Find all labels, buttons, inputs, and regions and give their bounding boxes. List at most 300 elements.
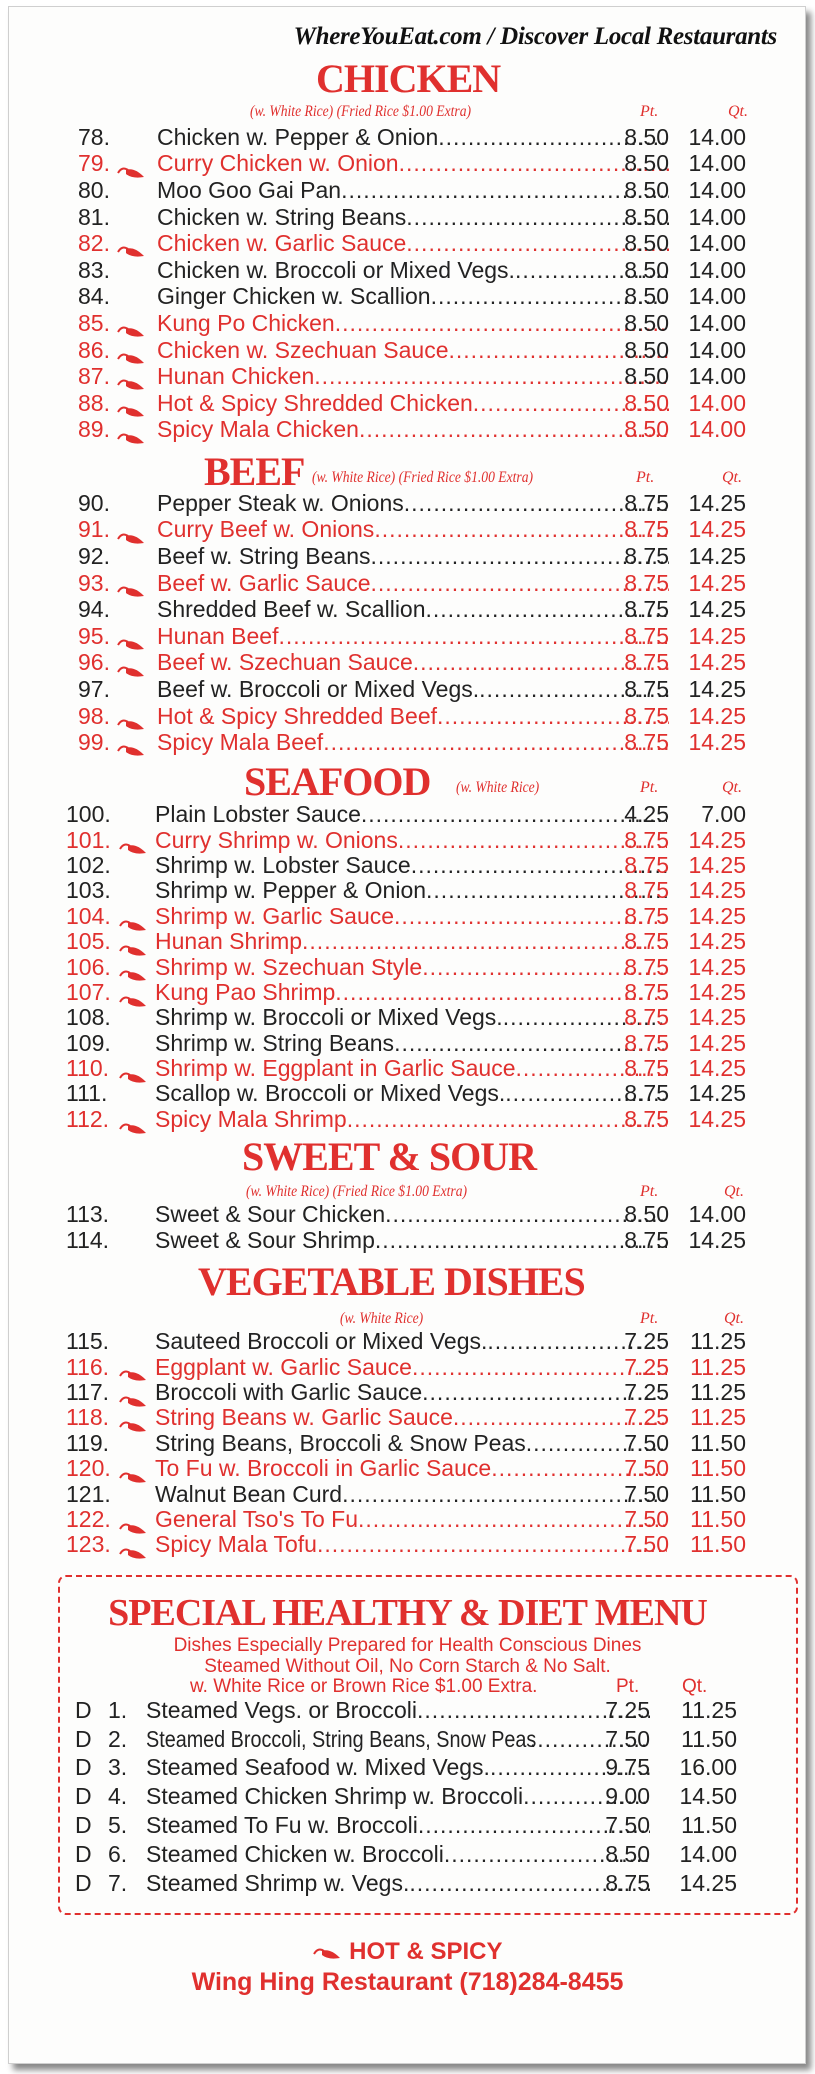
item-number: 120. xyxy=(66,1455,111,1482)
item-prefix: D xyxy=(75,1840,92,1867)
price-pint: 8.75 xyxy=(624,649,669,676)
price-quart: 7.00 xyxy=(701,801,746,828)
menu-item xyxy=(0,257,815,284)
price-quart: 14.25 xyxy=(688,877,746,904)
item-number: 83. xyxy=(78,256,110,283)
item-name: Curry Shrimp w. Onions xyxy=(155,826,398,853)
price-pint: 7.25 xyxy=(624,1404,669,1431)
item-number: 93. xyxy=(78,569,110,596)
price-quart: 14.25 xyxy=(688,516,746,543)
price-pint: 8.50 xyxy=(624,176,669,203)
price-pint: 8.50 xyxy=(624,283,669,310)
item-number: 112. xyxy=(66,1105,110,1132)
price-quart: 11.50 xyxy=(690,1531,746,1558)
section-subtitle-seafood: (w. White Rice) xyxy=(456,779,540,796)
col-pt: Pt. xyxy=(640,1310,659,1327)
hot-spicy-icon xyxy=(116,630,146,644)
menu-item xyxy=(0,417,815,444)
menu-item xyxy=(0,703,815,730)
price-pint: 8.75 xyxy=(624,596,669,623)
item-name: Hot & Spicy Shredded Chicken xyxy=(157,389,473,416)
price-quart: 14.00 xyxy=(688,176,746,203)
menu-item xyxy=(0,878,815,903)
price-pint: 8.75 xyxy=(624,1105,669,1132)
menu-item xyxy=(0,1329,815,1354)
price-pint: 8.75 xyxy=(624,902,669,929)
menu-item xyxy=(0,929,815,954)
item-number: 107. xyxy=(66,978,111,1005)
diet-menu-line-1: Dishes Especially Prepared for Health Conscious Dines xyxy=(173,1635,642,1656)
section-subtitle-vegetable: (w. White Rice) xyxy=(340,1310,424,1327)
section-subtitle-beef: (w. White Rice) (Fried Rice $1.00 Extra) xyxy=(312,469,534,486)
dot-leader xyxy=(335,979,667,1006)
item-number: 113. xyxy=(66,1201,110,1228)
hot-spicy-icon xyxy=(116,577,146,591)
price-pint: 8.75 xyxy=(624,516,669,543)
price-quart: 14.00 xyxy=(688,363,746,390)
section-title-beef: BEEF xyxy=(204,449,305,494)
item-number: 1. xyxy=(108,1696,128,1723)
sweet-sour-list xyxy=(0,1202,815,1253)
price-pint: 9.75 xyxy=(605,1754,650,1781)
item-name: Sauteed Broccoli or Mixed Vegs. xyxy=(155,1328,488,1355)
price-pint: 8.50 xyxy=(624,230,669,257)
price-quart: 16.00 xyxy=(679,1754,737,1781)
item-number: 101. xyxy=(66,826,111,853)
price-quart: 14.25 xyxy=(688,596,746,623)
item-number: 110. xyxy=(66,1055,110,1082)
item-name: Ginger Chicken w. Scallion xyxy=(157,283,431,310)
price-quart: 11.50 xyxy=(681,1812,737,1839)
dot-leader xyxy=(323,729,669,756)
item-name: Hunan Beef xyxy=(157,622,279,649)
price-quart: 14.00 xyxy=(688,256,746,283)
item-name: Sweet & Sour Shrimp xyxy=(155,1226,375,1253)
item-number: 114. xyxy=(66,1226,110,1253)
item-number: 85. xyxy=(78,309,110,336)
price-pint: 9.00 xyxy=(605,1783,650,1810)
hot-spicy-icon xyxy=(118,1463,148,1477)
menu-item xyxy=(0,904,815,929)
hot-spicy-icon xyxy=(118,961,148,975)
menu-item xyxy=(0,543,815,570)
price-quart: 14.25 xyxy=(688,489,746,516)
hot-spicy-icon xyxy=(118,1063,148,1077)
menu-item xyxy=(0,363,815,390)
hot-spicy-icon xyxy=(116,158,146,172)
price-quart: 11.50 xyxy=(690,1505,746,1532)
price-pint: 7.50 xyxy=(605,1725,650,1752)
price-pint: 8.75 xyxy=(624,675,669,702)
item-number: 116. xyxy=(66,1353,110,1380)
price-quart: 14.25 xyxy=(688,675,746,702)
item-number: 105. xyxy=(66,928,111,955)
price-quart: 14.25 xyxy=(679,1869,737,1896)
watermark: WhereYouEat.com / Discover Local Restaurants xyxy=(293,23,777,50)
item-name: Shrimp w. Szechuan Style xyxy=(155,953,423,980)
item-name: Steamed Broccoli, String Beans, Snow Peas xyxy=(146,1725,537,1752)
item-name: Curry Beef w. Onions xyxy=(157,516,375,543)
item-name: Shrimp w. Broccoli or Mixed Vegs. xyxy=(155,1004,503,1031)
item-name: Steamed Shrimp w. Vegs. xyxy=(146,1869,410,1896)
hot-spicy-icon xyxy=(118,1387,148,1401)
item-name: Scallop w. Broccoli or Mixed Vegs. xyxy=(155,1080,506,1107)
item-name: String Beans, Broccoli & Snow Peas xyxy=(155,1429,526,1456)
dot-leader xyxy=(278,623,669,650)
item-name: Eggplant w. Garlic Sauce xyxy=(155,1353,412,1380)
restaurant-info: Wing Hing Restaurant (718)284-8455 xyxy=(191,1968,624,1996)
dot-leader xyxy=(317,1531,667,1558)
item-name: Kung Po Chicken xyxy=(157,309,335,336)
hot-spicy-icon xyxy=(116,710,146,724)
price-pint: 4.25 xyxy=(624,801,669,828)
item-number: 89. xyxy=(78,416,110,443)
item-number: 95. xyxy=(78,622,110,649)
price-quart: 14.25 xyxy=(688,729,746,756)
diet-menu-item xyxy=(0,1840,815,1869)
price-pint: 8.75 xyxy=(624,622,669,649)
item-number: 111. xyxy=(66,1080,108,1107)
item-name: Chicken w. Garlic Sauce xyxy=(157,230,407,257)
price-quart: 14.00 xyxy=(688,309,746,336)
hot-spicy-icon xyxy=(116,237,146,251)
diet-menu-item xyxy=(0,1725,815,1754)
menu-item xyxy=(0,1081,815,1106)
menu-item xyxy=(0,390,815,417)
item-name: Walnut Bean Curd xyxy=(155,1480,343,1507)
item-name: Shrimp w. String Beans xyxy=(155,1029,395,1056)
section-subtitle-chicken: (w. White Rice) (Fried Rice $1.00 Extra) xyxy=(250,103,472,120)
section-title-vegetable: VEGETABLE DISHES xyxy=(198,1259,585,1304)
item-name: Pepper Steak w. Onions xyxy=(157,489,404,516)
price-pint: 8.50 xyxy=(624,203,669,230)
diet-menu-item xyxy=(0,1696,815,1725)
menu-item xyxy=(0,676,815,703)
menu-item xyxy=(0,1056,815,1081)
col-qt: Qt. xyxy=(724,1183,744,1200)
item-name: Plain Lobster Sauce xyxy=(155,801,361,828)
price-pint: 8.75 xyxy=(624,1029,669,1056)
diet-menu-title: SPECIAL HEALTHY & DIET MENU xyxy=(108,1592,707,1634)
item-number: 92. xyxy=(78,542,110,569)
item-name: String Beans w. Garlic Sauce xyxy=(155,1404,453,1431)
item-name: Steamed Chicken w. Broccoli xyxy=(146,1840,444,1867)
item-number: 79. xyxy=(78,150,110,177)
col-pt: Pt. xyxy=(636,469,655,486)
price-quart: 14.00 xyxy=(688,150,746,177)
menu-item xyxy=(0,1532,815,1557)
price-quart: 11.25 xyxy=(690,1328,746,1355)
menu-item xyxy=(0,650,815,677)
menu-item xyxy=(0,1380,815,1405)
price-quart: 11.25 xyxy=(690,1378,746,1405)
hot-spicy-icon xyxy=(118,911,148,925)
item-number: 81. xyxy=(78,203,110,230)
price-quart: 14.25 xyxy=(688,649,746,676)
item-prefix: D xyxy=(75,1783,92,1810)
item-name: Beef w. Garlic Sauce xyxy=(157,569,371,596)
diet-menu-item xyxy=(0,1869,815,1898)
price-pint: 8.75 xyxy=(624,729,669,756)
menu-item xyxy=(0,204,815,231)
item-name: Sweet & Sour Chicken xyxy=(155,1201,386,1228)
item-name: Shrimp w. Pepper & Onion xyxy=(155,877,427,904)
item-number: 117. xyxy=(66,1378,110,1405)
menu-item xyxy=(0,337,815,364)
col-qt: Qt. xyxy=(722,469,742,486)
menu-item xyxy=(0,1405,815,1430)
section-title-chicken: CHICKEN xyxy=(316,56,501,101)
item-name: Kung Pao Shrimp xyxy=(155,978,336,1005)
item-name: Shrimp w. Eggplant in Garlic Sauce xyxy=(155,1055,516,1082)
price-pint: 8.75 xyxy=(605,1869,650,1896)
item-number: 80. xyxy=(78,176,110,203)
hot-spicy-icon xyxy=(116,397,146,411)
section-subtitle-sweet-sour: (w. White Rice) (Fried Rice $1.00 Extra) xyxy=(246,1183,468,1200)
section-title-seafood: SEAFOOD xyxy=(244,759,431,804)
price-pint: 8.75 xyxy=(624,702,669,729)
price-quart: 14.00 xyxy=(688,230,746,257)
item-name: Beef w. Broccoli or Mixed Vegs. xyxy=(157,675,480,702)
beef-list xyxy=(0,490,815,756)
item-number: 115. xyxy=(66,1328,110,1355)
price-quart: 11.25 xyxy=(681,1696,737,1723)
menu-item xyxy=(0,517,815,544)
price-pint: 7.50 xyxy=(624,1505,669,1532)
item-number: 2. xyxy=(108,1725,128,1752)
hot-spicy-icon xyxy=(116,424,146,438)
diet-rice-note: w. White Rice or Brown Rice $1.00 Extra. xyxy=(190,1676,538,1697)
hot-spicy-icon xyxy=(116,657,146,671)
menu-item xyxy=(0,623,815,650)
item-number: 106. xyxy=(66,953,111,980)
col-qt: Qt. xyxy=(682,1676,708,1697)
price-quart: 14.00 xyxy=(688,203,746,230)
hot-spicy-icon xyxy=(118,1412,148,1426)
menu-item xyxy=(0,1031,815,1056)
hot-spicy-icon xyxy=(118,1361,148,1375)
item-number: 96. xyxy=(78,649,110,676)
price-quart: 14.25 xyxy=(688,1055,746,1082)
price-pint: 7.50 xyxy=(624,1531,669,1558)
menu-item xyxy=(0,284,815,311)
chicken-list xyxy=(0,124,815,443)
price-pint: 7.50 xyxy=(605,1812,650,1839)
price-pint: 7.25 xyxy=(624,1378,669,1405)
price-quart: 14.25 xyxy=(688,1029,746,1056)
item-name: Chicken w. String Beans xyxy=(157,203,407,230)
hot-spicy-icon xyxy=(118,936,148,950)
price-quart: 14.00 xyxy=(688,336,746,363)
price-pint: 8.50 xyxy=(605,1840,650,1867)
price-quart: 14.25 xyxy=(688,542,746,569)
item-number: 5. xyxy=(108,1812,128,1839)
dot-leader xyxy=(335,310,669,337)
hot-spicy-icon xyxy=(312,1946,342,1960)
menu-item xyxy=(0,1431,815,1456)
price-quart: 14.50 xyxy=(679,1783,737,1810)
menu-item xyxy=(0,570,815,597)
price-quart: 11.25 xyxy=(690,1404,746,1431)
item-number: 87. xyxy=(78,363,110,390)
diet-list xyxy=(0,1696,815,1898)
price-pint: 8.50 xyxy=(624,389,669,416)
dot-leader xyxy=(358,1506,667,1533)
hot-spicy-icon xyxy=(118,1114,148,1128)
hot-spicy-label: HOT & SPICY xyxy=(349,1938,503,1965)
vegetable-list xyxy=(0,1329,815,1558)
item-number: 121. xyxy=(66,1480,111,1507)
price-pint: 8.50 xyxy=(624,123,669,150)
diet-menu-line-2: Steamed Without Oil, No Corn Starch & No Salt. xyxy=(204,1656,611,1677)
menu-item xyxy=(0,1481,815,1506)
diet-menu-item xyxy=(0,1811,815,1840)
item-name: Chicken w. Pepper & Onion xyxy=(157,123,439,150)
menu-item xyxy=(0,124,815,151)
item-number: 109. xyxy=(66,1029,111,1056)
item-name: Shrimp w. Lobster Sauce xyxy=(155,851,411,878)
hot-spicy-legend xyxy=(0,1940,815,1964)
diet-menu-item xyxy=(0,1782,815,1811)
item-number: 94. xyxy=(78,596,110,623)
menu-item xyxy=(0,230,815,257)
item-name: Spicy Mala Beef xyxy=(157,729,324,756)
price-pint: 8.50 xyxy=(624,309,669,336)
menu-item xyxy=(0,1202,815,1227)
item-name: Spicy Mala Tofu xyxy=(155,1531,317,1558)
price-quart: 14.25 xyxy=(688,851,746,878)
price-quart: 14.25 xyxy=(688,569,746,596)
price-pint: 8.75 xyxy=(624,1226,669,1253)
price-quart: 14.00 xyxy=(688,283,746,310)
hot-spicy-icon xyxy=(118,834,148,848)
price-quart: 14.25 xyxy=(688,902,746,929)
dot-leader xyxy=(361,801,667,828)
item-name: Hunan Shrimp xyxy=(155,928,303,955)
price-pint: 8.75 xyxy=(624,1080,669,1107)
item-number: 103. xyxy=(66,877,111,904)
item-number: 104. xyxy=(66,902,111,929)
price-quart: 11.50 xyxy=(681,1725,737,1752)
price-pint: 8.75 xyxy=(624,1004,669,1031)
item-name: Chicken w. Broccoli or Mixed Vegs. xyxy=(157,256,515,283)
item-name: Spicy Mala Chicken xyxy=(157,416,359,443)
item-name: To Fu w. Broccoli in Garlic Sauce xyxy=(155,1455,492,1482)
item-name: Moo Goo Gai Pan xyxy=(157,176,342,203)
item-name: Steamed Seafood w. Mixed Vegs. xyxy=(146,1754,490,1781)
price-pint: 8.50 xyxy=(624,150,669,177)
item-number: 123. xyxy=(66,1531,111,1558)
price-quart: 14.25 xyxy=(688,978,746,1005)
price-quart: 14.00 xyxy=(688,416,746,443)
price-quart: 14.25 xyxy=(688,622,746,649)
menu-item xyxy=(0,729,815,756)
price-pint: 8.75 xyxy=(624,826,669,853)
item-number: 98. xyxy=(78,702,110,729)
price-quart: 11.50 xyxy=(690,1455,746,1482)
dot-leader xyxy=(314,363,669,390)
price-quart: 14.25 xyxy=(688,1105,746,1132)
menu-item xyxy=(0,1227,815,1252)
menu-item xyxy=(0,1507,815,1532)
dot-leader xyxy=(341,177,669,204)
item-name: Chicken w. Szechuan Sauce xyxy=(157,336,449,363)
item-prefix: D xyxy=(75,1869,92,1896)
price-quart: 14.25 xyxy=(688,1004,746,1031)
price-quart: 14.25 xyxy=(688,1080,746,1107)
hot-spicy-icon xyxy=(116,736,146,750)
dot-leader xyxy=(375,1227,667,1254)
price-pint: 8.75 xyxy=(624,489,669,516)
item-number: 108. xyxy=(66,1004,111,1031)
price-quart: 11.50 xyxy=(690,1429,746,1456)
price-pint: 8.50 xyxy=(624,1201,669,1228)
menu-item xyxy=(0,490,815,517)
item-prefix: D xyxy=(75,1725,92,1752)
price-quart: 11.50 xyxy=(690,1480,746,1507)
price-pint: 8.75 xyxy=(624,542,669,569)
item-number: 78. xyxy=(78,123,110,150)
hot-spicy-icon xyxy=(116,370,146,384)
price-quart: 14.00 xyxy=(688,1201,746,1228)
item-name: Beef w. Szechuan Sauce xyxy=(157,649,413,676)
diet-menu-item xyxy=(0,1754,815,1783)
price-pint: 7.25 xyxy=(624,1353,669,1380)
item-name: Broccoli with Garlic Sauce xyxy=(155,1378,423,1405)
item-name: General Tso's To Fu xyxy=(155,1505,358,1532)
seafood-list xyxy=(0,802,815,1132)
menu-item xyxy=(0,1005,815,1030)
item-number: 91. xyxy=(78,516,110,543)
price-pint: 8.75 xyxy=(624,851,669,878)
price-quart: 14.00 xyxy=(688,123,746,150)
item-name: Steamed Chicken Shrimp w. Broccoli xyxy=(146,1783,524,1810)
price-quart: 14.25 xyxy=(688,826,746,853)
menu-item xyxy=(0,310,815,337)
item-number: 84. xyxy=(78,283,110,310)
menu-item xyxy=(0,1354,815,1379)
item-name: Shrimp w. Garlic Sauce xyxy=(155,902,395,929)
hot-spicy-icon xyxy=(116,524,146,538)
menu-item xyxy=(0,1456,815,1481)
price-pint: 7.25 xyxy=(605,1696,650,1723)
price-pint: 8.50 xyxy=(624,416,669,443)
item-name: Shredded Beef w. Scallion xyxy=(157,596,426,623)
hot-spicy-icon xyxy=(118,987,148,1001)
item-number: 99. xyxy=(78,729,110,756)
item-name: Spicy Mala Shrimp xyxy=(155,1105,347,1132)
item-number: 3. xyxy=(108,1754,128,1781)
item-number: 82. xyxy=(78,230,110,257)
price-pint: 8.75 xyxy=(624,978,669,1005)
item-number: 7. xyxy=(108,1869,128,1896)
col-qt: Qt. xyxy=(728,103,748,120)
menu-item xyxy=(0,151,815,178)
col-pt: Pt. xyxy=(640,103,659,120)
item-number: 102. xyxy=(66,851,111,878)
hot-spicy-icon xyxy=(116,344,146,358)
price-pint: 8.75 xyxy=(624,569,669,596)
menu-item xyxy=(0,980,815,1005)
item-number: 90. xyxy=(78,489,110,516)
section-title-sweet-sour: SWEET & SOUR xyxy=(242,1134,537,1179)
item-name: Beef w. String Beans xyxy=(157,542,371,569)
price-pint: 8.50 xyxy=(624,363,669,390)
hot-spicy-icon xyxy=(118,1539,148,1553)
item-number: 88. xyxy=(78,389,110,416)
item-number: 122. xyxy=(66,1505,111,1532)
menu-item xyxy=(0,954,815,979)
